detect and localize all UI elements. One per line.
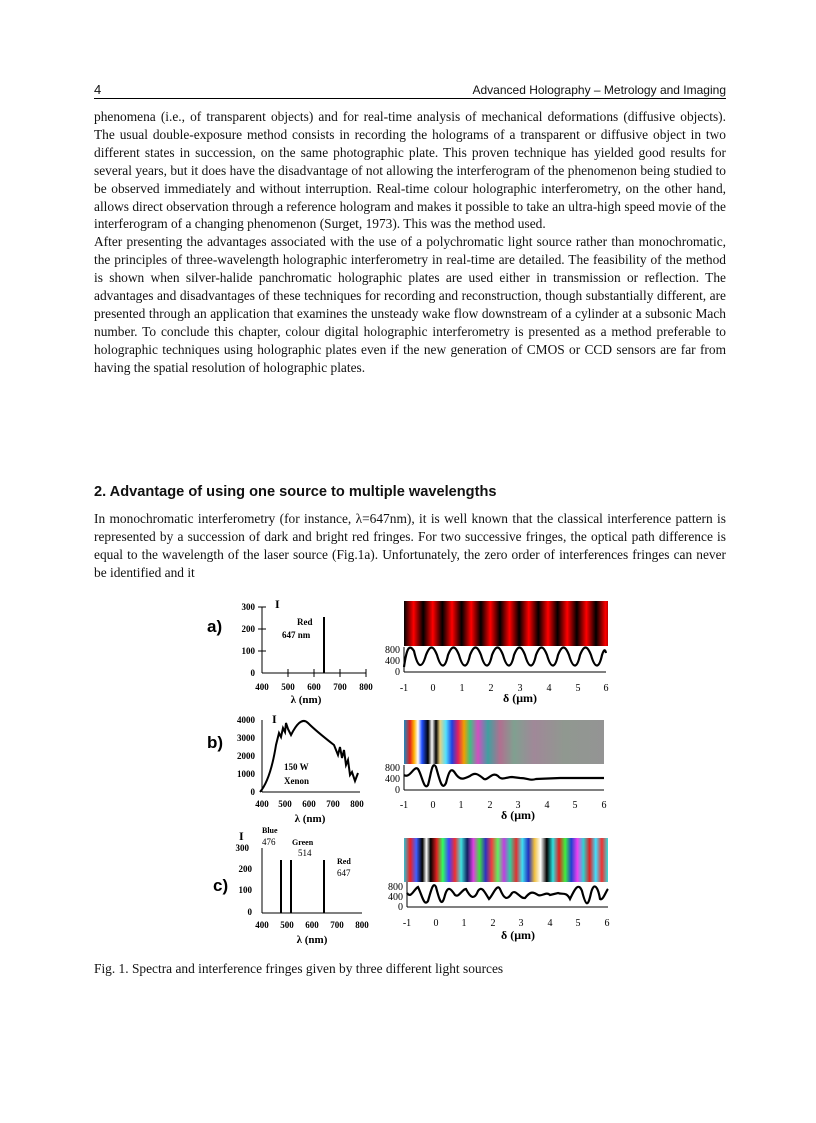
ytick: 200 — [238, 864, 252, 874]
ytick: 3000 — [237, 733, 255, 743]
xtick: 5 — [575, 918, 581, 929]
xtick: 400 — [255, 799, 269, 809]
xtick: 600 — [302, 799, 316, 809]
xtick: 500 — [281, 682, 295, 692]
intensity-label: I — [275, 597, 280, 611]
ytick: 400 — [385, 656, 400, 667]
xtick: 500 — [280, 920, 294, 930]
figure-1 — [0, 595, 816, 955]
panel-a-label: a) — [207, 617, 223, 636]
ytick: 200 — [241, 624, 255, 634]
xtick: 0 — [430, 800, 436, 811]
section-paragraph: In monochromatic interferometry (for instance, λ=647nm), it is well known that the classical interference pattern is represented by a succession of dark and bright red fringes. For two successive fringes, the optical path difference is equal to the wavelength of the laser source (Fig.1a). Unfortunately, the zero order of interferences fringes can never be identified and it — [94, 511, 726, 580]
annotation: 647 nm — [282, 630, 311, 640]
annotation: 150 W — [284, 762, 309, 772]
xtick: 4 — [547, 918, 553, 929]
xtick: 700 — [333, 682, 347, 692]
xtick: 6 — [601, 800, 607, 811]
xtick: 0 — [433, 918, 439, 929]
xlabel: δ (μm) — [502, 691, 538, 705]
section-text — [94, 510, 726, 582]
xlabel: λ (nm) — [296, 934, 328, 946]
ytick: 0 — [250, 787, 255, 797]
annotation: 476 — [262, 837, 276, 847]
annotation: Green — [292, 838, 314, 847]
xtick: 5 — [575, 683, 581, 694]
annotation: Red — [337, 857, 351, 866]
xtick: 1 — [458, 800, 464, 811]
xtick: 3 — [517, 683, 523, 694]
ytick: 800 — [385, 763, 400, 774]
ytick: 300 — [241, 602, 255, 612]
ytick: 100 — [241, 646, 255, 656]
xtick: 1 — [459, 683, 465, 694]
xtick: 400 — [255, 682, 269, 692]
annotation: 647 — [337, 868, 351, 878]
panel-a-spectrum — [207, 597, 373, 706]
paragraph-1: phenomena (i.e., of transparent objects) and for real-time analysis of mechanical deformations (diffusive objects). The usual double-exposure method consists in recording the holograms of a transparent or diffusive object in two different states in succession, on the same photographic plate. This proven technique has yielded good results for several years, but it does have the disadvantage of not allowing the interferogram of the phenomenon being studied to be observed immediately and without interruption. Real-time colour holographic interferometry, on the other hand, allows direct observation through a reference hologram and makes it possible to take an ultra-high speed movie of the interferogram of a changing phenomenon (Surget, 1973). This was the method used. — [94, 109, 726, 232]
xtick: 5 — [572, 800, 578, 811]
running-title: Advanced Holography – Metrology and Imaging — [472, 83, 726, 97]
xtick: 2 — [487, 800, 493, 811]
ytick: 1000 — [237, 769, 255, 779]
panel-c-spectrum — [213, 826, 369, 946]
ytick: 4000 — [237, 715, 255, 725]
ytick: 800 — [388, 882, 403, 893]
xlabel: δ (μm) — [500, 808, 536, 822]
xtick: 3 — [515, 800, 521, 811]
figure-caption: Fig. 1. Spectra and interference fringes given by three different light sources — [94, 961, 504, 976]
xtick: -1 — [399, 683, 409, 694]
xtick: 0 — [430, 683, 436, 694]
xtick: 800 — [350, 799, 364, 809]
xtick: 700 — [330, 920, 344, 930]
xtick: 1 — [461, 918, 467, 929]
xlabel: λ (nm) — [290, 694, 322, 706]
intensity-label: I — [272, 712, 277, 726]
annotation: Red — [297, 617, 313, 627]
ytick: 100 — [238, 885, 252, 895]
ytick: 0 — [250, 668, 255, 678]
intro-text — [94, 108, 726, 377]
xtick: -1 — [399, 800, 409, 811]
ytick: 0 — [395, 785, 400, 796]
running-header — [94, 82, 726, 99]
ytick: 400 — [388, 892, 403, 903]
xtick: 6 — [604, 918, 610, 929]
xtick: 700 — [326, 799, 340, 809]
ytick: 0 — [398, 902, 403, 913]
annotation: Xenon — [284, 776, 310, 786]
xtick: 600 — [305, 920, 319, 930]
page-number: 4 — [94, 82, 102, 97]
annotation: Blue — [262, 826, 278, 835]
panel-c-label: c) — [213, 876, 229, 895]
xtick: 4 — [546, 683, 552, 694]
ytick: 0 — [247, 907, 252, 917]
panel-b-label: b) — [207, 733, 224, 752]
intensity-label: I — [239, 829, 244, 843]
xtick: 2 — [488, 683, 494, 694]
panel-b-spectrum — [207, 712, 364, 825]
xtick: 500 — [278, 799, 292, 809]
panel-a-fringes — [385, 601, 609, 705]
xtick: 400 — [255, 920, 269, 930]
xlabel: λ (nm) — [294, 813, 326, 825]
xlabel: δ (μm) — [500, 928, 536, 942]
xtick: 800 — [359, 682, 373, 692]
ytick: 2000 — [237, 751, 255, 761]
ytick: 0 — [395, 667, 400, 678]
xtick: -1 — [402, 918, 412, 929]
ytick: 400 — [385, 774, 400, 785]
ytick: 800 — [385, 645, 400, 656]
xtick: 800 — [355, 920, 369, 930]
section-heading: 2. Advantage of using one source to multiple wavelengths — [94, 484, 497, 500]
panel-b-fringes — [385, 720, 607, 822]
xtick: 2 — [490, 918, 496, 929]
xtick: 3 — [518, 918, 524, 929]
paragraph-2: After presenting the advantages associated with the use of a polychromatic light source rather than monochromatic, the principles of three-wavelength holographic interferometry in real-time are detailed. The feasibility of the method is shown when silver-halide panchromatic holographic plates are used either in transmission or reflection. The advantages and disadvantages of these techniques for recording and reconstruction, though substantially different, are presented through an application that examines the unsteady wake flow downstream of a cylinder at a subsonic Mach number. To conclude this chapter, colour digital holographic interferometry is presented as a method preferable to holographic techniques using holographic plates even if the new generation of CMOS or CCD sensors are far from having the spatial resolution of holographic plates. — [94, 234, 726, 375]
xtick: 4 — [544, 800, 550, 811]
annotation: 514 — [298, 848, 312, 858]
panel-c-fringes — [388, 838, 610, 942]
xtick: 600 — [307, 682, 321, 692]
ytick: 300 — [235, 843, 249, 853]
xtick: 6 — [603, 683, 609, 694]
